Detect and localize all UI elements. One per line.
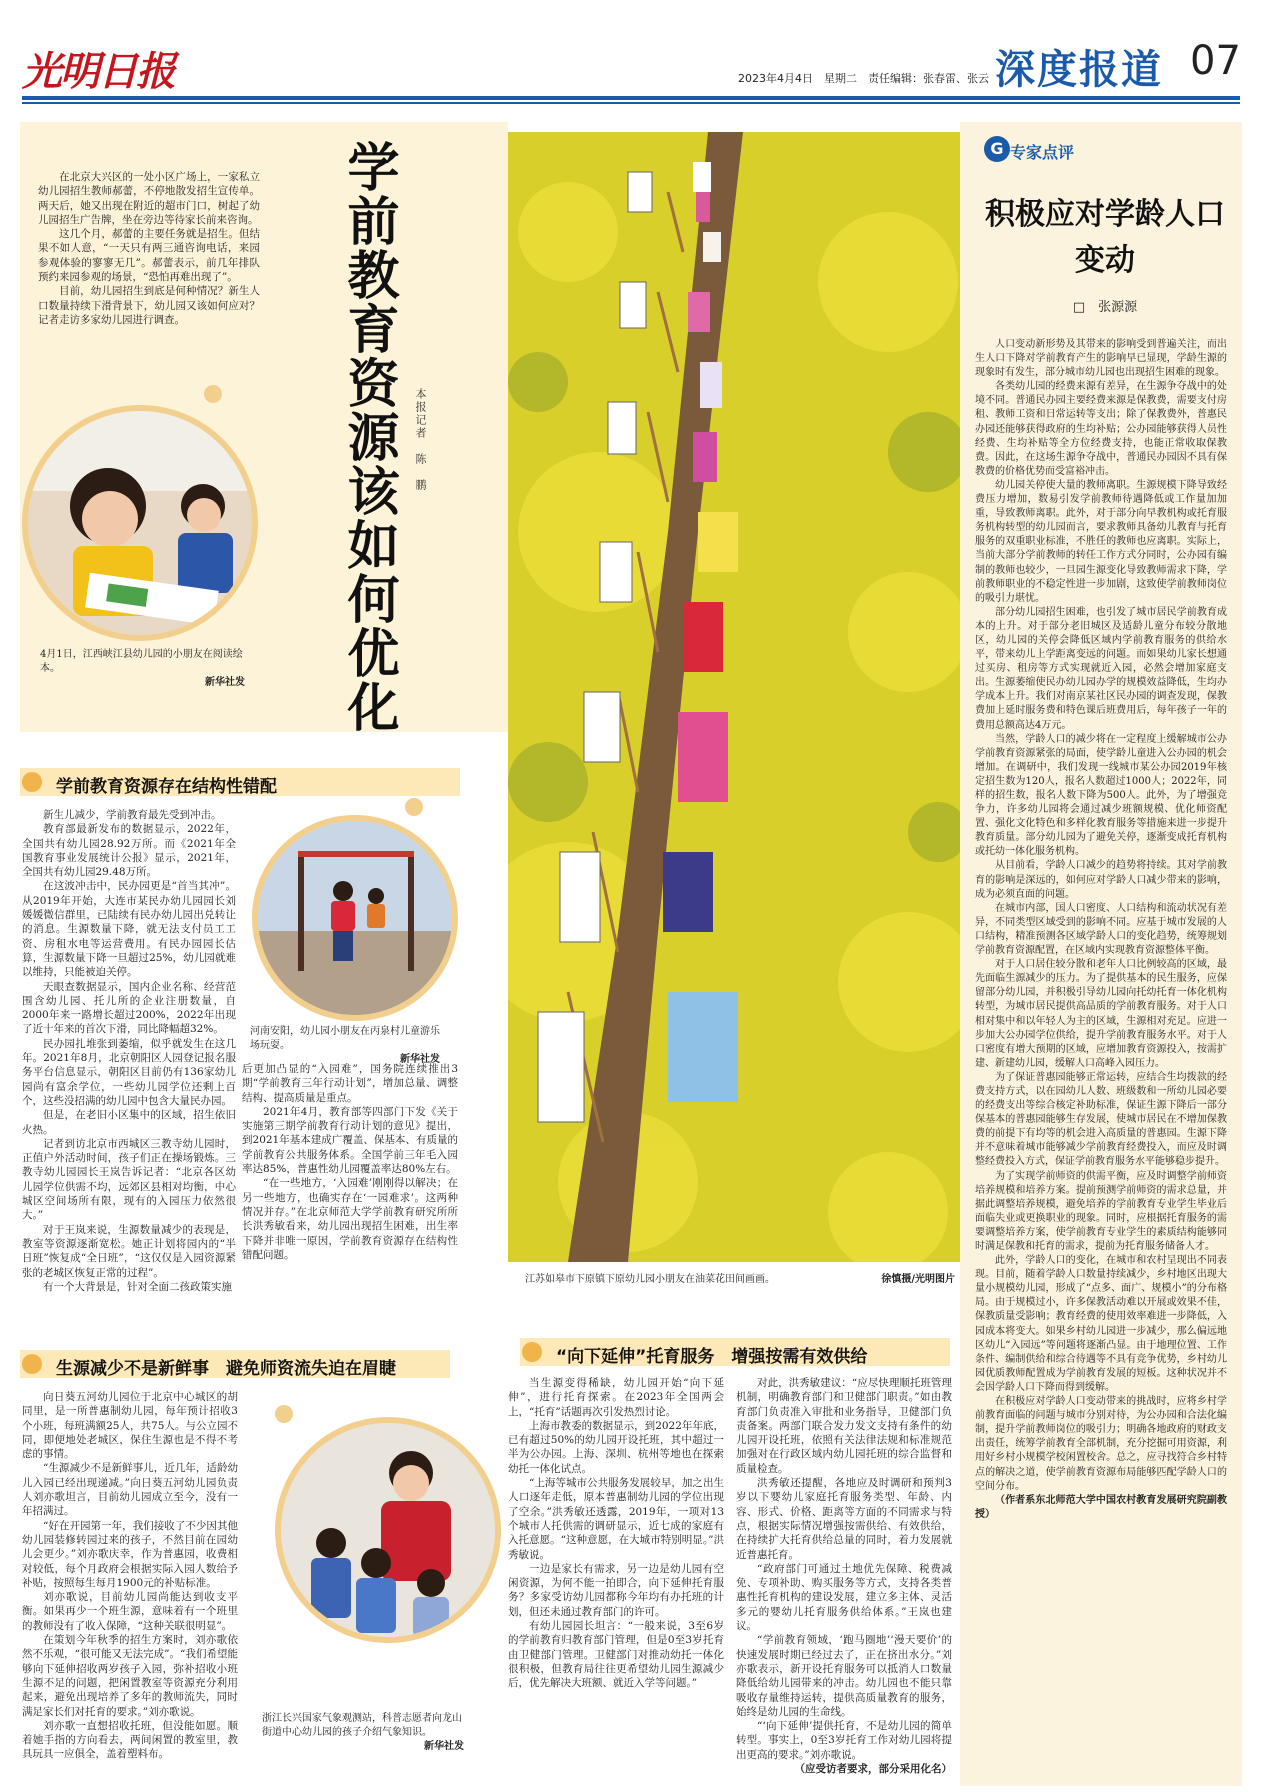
- paragraph: 各类幼儿园的经费来源有差异，在生源争夺战中的处境不同。普通民办园主要经费来源是保教费，需要支付房租、教师工资和日常运转等支出；除了保教费外，普惠民办园还能够获得政府的生均补贴；公办园能够获得人员性经费、生均补贴等全方位经费支持，也能正常收取保教费。因此，在这场生源争夺战中，普通民办园因不具有保教费的价格优势而受富裕冲击。: [975, 381, 1227, 477]
- section-bullet-icon: [22, 772, 42, 792]
- photo-rapeseed-field-painting-image: [508, 132, 960, 1262]
- paragraph: 在这波冲击中，民办园更是“首当其冲”。从2019年开始，大连市某民办幼儿园园长刘媛媛微信群里，已陆续有民办幼儿园出兑转让的消息。生源数量下降，就无法支付员工工资、房租水电等运营费用。有民办园园长估算，生源数量下降一旦超过25%，幼儿园就难以维持，只能被迫关停。: [22, 880, 236, 979]
- header-rule: [22, 96, 1240, 100]
- section-header-teacher-loss: [20, 1350, 450, 1378]
- section1-column-left: [22, 808, 236, 1294]
- paragraph: 部分幼儿园招生困难，也引发了城市居民学前教育成本的上升。对于部分老旧城区及适龄儿童分布较分散地区，幼儿园的关停会降低区域内学前教育服务的供给水平，带来幼儿上学距离变远的问题。而如果幼儿家长想通过买房、租房等方式实现就近入园，必然会增加家庭支出。生源萎缩使民办幼儿园办学的规模效益降低，生均办学成本上升。我们对南京某社区民办园的调查发现，保教费加上延时服务费和特色课后班费用后，每年孩子一年的费用总额高达4万元。: [975, 606, 1227, 731]
- photo3-caption: [262, 1712, 464, 1754]
- paragraph: 在积极应对学龄人口变动带来的挑战时，应将乡村学前教育面临的问题与城市分别对待，为公办园和合法化编制，提升学前教师岗位的吸引力；明确各地政府的财政支出责任，统筹学前教育全部机制，充分挖掘可用资源，利用好乡村小规模学校闲置校舍。总之，应寻找符合乡村特点的解决之道，使学前教育资源布局能够匹配学龄人口的空间分布。: [975, 1396, 1227, 1492]
- paragraph: “学前教育领域，‘跑马圈地’‘漫天要价’的快速发展时期已经过去了，正在挤出水分。”刘亦歌表示，新开设托育服务可以抵消人口数量降低给幼儿园带来的冲击。幼儿园也不能只靠吸收存量维持运转，提供高质量教育的服务，始终是幼儿园的生命线。: [736, 1634, 952, 1718]
- photo2-caption: [250, 1025, 440, 1067]
- photo-rapeseed-field-painting: [508, 132, 960, 1262]
- section-header-childcare-extension: [520, 1338, 950, 1366]
- photo-ring-dot: [275, 1405, 293, 1423]
- paragraph: “生源减少不是新鲜事儿，近几年，适龄幼儿入园已经出现递减。”向日葵五河幼儿园负责人刘亦歌坦言，目前幼儿园成立至今，没有一年招满过。: [22, 1462, 238, 1518]
- paragraph: 为了保证普惠园能够正常运转，应结合生均拨款的经费支持方式，以在园幼儿人数、班级数和一所幼儿园必要的经费支出等综合核定补助标准，保证生源下降后一部分保基本的普惠园能够生存发展，使城市居民在不增加保教费的前提下有均等的机会进入高质量的普惠园。生源下降并不意味着城市能够减少学前教育经费投入，而应及时调整经费投入方式，保证学前教育服务水平能够稳步提升。: [975, 1071, 1227, 1168]
- caption-credit: 徐慎摄/光明图片: [881, 1274, 955, 1285]
- dateline: 2023年4月4日 星期二 责任编辑：张春雷、张云: [738, 72, 989, 85]
- paragraph: 对于人口居住较分散和老年人口比例较高的区域，最先面临生源减少的压力。为了提供基本的民生服务，应保留部分幼儿园，并积极引导幼儿园向托幼托育一体化机构转型，为城市居民提供高品质的学前教育服务。对于人口相对集中和以年轻人为主的区域，生源相对充足。应进一步加大公办园学位供给，提升学前教育服务水平。对于人口密度有增大预期的区域，应增加教育资源投入，按需扩建、新建幼儿园，缓解人口高峰入园压力。: [975, 959, 1227, 1069]
- paragraph: 在城市内部，国人口密度、人口结构和流动状况有差异，不同类型区域受到的影响不同。应基于城市发展的人口结构，精准预测各区域学龄人口的变化趋势，统筹规划学前教育资源配置，在区域内实现教育资源整体平衡。: [975, 902, 1227, 957]
- paragraph: 刘亦歌说，目前幼儿园尚能达到收支平衡。如果再少一个班生源，意味着有一个班里的教师没有了收入保障，“这种关联很明显”。: [22, 1591, 238, 1632]
- section-bullet-icon: [22, 1354, 42, 1374]
- caption-text: 河南安阳，幼儿园小朋友在丙泉村儿童游乐场玩耍。: [250, 1026, 440, 1051]
- paragraph: 新生儿减少，学前教育最先受到冲击。: [43, 809, 222, 821]
- paragraph: 为了实现学前师资的供需平衡，应及时调整学前师资培养规模和培养方案。提前预测学前师资的需求总量，并据此调整培养规模，避免培养的学前教育专业学生毕业后面临失业或更换职业的现象。同时，应根据托育服务的需要调整培养方案，使学前教育专业学生的素质结构能够同时满足保教和托育的需求，提前为托育服务储备人才。: [975, 1170, 1227, 1252]
- caption-text: 江苏如皋市下原镇下原幼儿园小朋友在油菜花田间画画。: [525, 1274, 775, 1285]
- photo-children-reading: [22, 405, 258, 641]
- expert-author: □ 张源源: [1072, 300, 1138, 315]
- paragraph: 此外，学龄人口的变化，在城市和农村呈现出不同表现。目前，随着学龄人口数量持续减少，乡村地区出现大量小规模幼儿园，形成了“点多、面广、规模小”的分布格局。由于规模过小，许多保教活动难以开展或效果不佳，保教质量受影响；教育经费的使用效率难进一步降低，入园成本将变大。如果乡村幼儿园进一步减少，那么偏远地区幼儿“入园远”等问题将逐渐凸显。由于地理位置、工作条件、编制供给和综合待遇等不具有竞争优势，乡村幼儿园优质教师配置成为学前教育发展的短板。这种状况并不会因学龄人口下降而得到缓解。: [975, 1255, 1227, 1393]
- caption-credit: 新华社发: [205, 677, 245, 688]
- expert-title: 积极应对学龄人口变动: [985, 197, 1225, 278]
- lead-paragraph: 目前，幼儿园招生到底是何种情况？新生人口数量持续下滑背景下，幼儿园又该如何应对？记者走访多家幼儿园进行调查。: [38, 285, 260, 326]
- section2-column: [22, 1390, 238, 1762]
- center-photo-caption: [525, 1270, 955, 1285]
- note: （应受访者要求，部分采用化名）: [794, 1763, 952, 1776]
- section-header-structural-mismatch: [20, 768, 460, 796]
- section-title: 学前教育资源存在结构性错配: [56, 777, 277, 797]
- photo-children-playground: [252, 815, 458, 1021]
- paragraph: 一边是家长有需求，另一边是幼儿园有空闲资源，为何不能一拍即合，向下延伸托育服务？多家受访幼儿园都称今年均有办托班的计划，但还未通过教育部门的许可。: [508, 1562, 724, 1618]
- expert-badge-icon: G: [984, 136, 1010, 162]
- author-note: （作者系东北师范大学中国农村教育发展研究院副教授）: [975, 1494, 1227, 1520]
- paragraph: 当生源变得稀缺，幼儿园开始“向下延伸”，进行托育探索。在2023年全国两会上，“托育”话题再次引发热烈讨论。: [508, 1377, 724, 1418]
- paragraph: 向日葵五河幼儿园位于北京中心城区的胡同里，是一所普惠制幼儿园，每年预计招收3个小班，每班满额25人，共75人。与公立园不同，即便地处老城区，保住生源也是不得不考虑的事情。: [22, 1391, 238, 1461]
- paragraph: “好在开园第一年，我们接收了不少因其他幼儿园装修转园过来的孩子，不然目前在园幼儿会更少。”刘亦歌庆幸，作为普惠园，收费相对较低，每个月政府会根据实际入园人数给予补贴，按照每生每月1900元的补贴标准。: [22, 1519, 238, 1589]
- caption-text: 浙江长兴国家气象观测站，科普志愿者向龙山街道中心幼儿园的孩子介绍气象知识。: [262, 1713, 462, 1738]
- paragraph: “上海等城市公共服务发展较早，加之出生人口逐年走低，原本普惠制幼儿园的学位出现了空余。”洪秀敏还透露，2019年，一项对13个城市人托供需的调研显示，近七成的家庭有入托意愿。“这种意愿，在大城市特别明显。”洪秀敏说。: [508, 1477, 724, 1561]
- paragraph: 对于王岚来说，生源数量减少的表现是，教室等资源逐渐宽松。她正计划将园内的“半日班”恢复成“全日班”，“这仅仅是入园资源紧张的老城区恢复正常的过程”。: [22, 1223, 236, 1279]
- section3-column-left: [508, 1376, 724, 1691]
- photo-children-playground-image: [258, 821, 452, 1015]
- paragraph: 当然，学龄人口的减少将在一定程度上缓解城市公办学前教育资源紧张的局面，使学龄儿童进入公办园的机会增加。在调研中，我们发现一线城市某公办园2019年核定招生数为120人，报名人数超过1000人；2022年，同样的招生数，报名人数下降为500人。此外，为了增强竞争力，许多幼儿园将会通过减少班额规模、优化师资配置、强化文化特色和多样化教育服务等措施来进一步提升教育质量。部分幼儿园为了避免关停，逐渐变成托育机构或托幼一体化服务机构。: [975, 733, 1227, 858]
- section-bullet-icon: [522, 1342, 542, 1362]
- paragraph: 幼儿园关停使大量的教师离职。生源规模下降导致经费压力增加，数易引发学前教师待遇降低或工作量加加重，导致教师离职。此外，对于部分向早教机构或托育服务机构转型的幼儿园而言，要求教师具备幼儿教育与托育服务的双重职业标准，不胜任的教师也应离职。实际上，当前大部分学前教师的转任工作方式分同时，公办园有编制的教师也较少，一旦园生源变化导致教师需求下降，学前教师职业的不稳定性进一步加剧，这致使学前教师岗位的吸引力堪忧。: [975, 479, 1227, 604]
- paragraph: “政府部门可通过土地优先保障、税费减免、专项补助、购买服务等方式，支持各类普惠性托育机构的建设发展，建立多主体、灵活多元的婴幼儿托育服务供给体系。”王岚也建议。: [736, 1562, 952, 1633]
- photo-children-reading-image: [28, 411, 252, 635]
- paragraph: 上海市教委的数据显示，到2022年年底，已有超过50%的幼儿园开设托班，其中超过一半为公办园。上海、深圳、杭州等地也在探索幼托一体化试点。: [508, 1419, 724, 1475]
- paragraph: 刘亦歌一直想招收托班，但没能如愿。顺着她手指的方向看去，两间闲置的教室里，教具玩具一应俱全，盖着塑料布。: [22, 1719, 238, 1761]
- paragraph: 天眼查数据显示，国内企业名称、经营范围含幼儿园、托儿所的企业注册数量，自2000年来一路增长超过200%，2022年出现了近十年来的首次下滑，同比降幅超32%。: [22, 980, 236, 1036]
- paragraph: 人口变动新形势及其带来的影响受到普遍关注，而出生人口下降对学前教育产生的影响早已显现，学龄生源的现象时有发生，部分城市幼儿园也出现招生困难的现象。: [975, 339, 1227, 379]
- section-title: “向下延伸”托育服务 增强按需有效供给: [556, 1347, 868, 1367]
- paragraph: “在一些地方，‘入园难’刚刚得以解决；在另一些地方，也确实存在‘一园难求’。这两种情况并存。”在北京师范大学学前教育研究所所长洪秀敏看来，幼儿园出现招生困难，出生率下降并非唯一原因，学前教育资源存在结构性错配问题。: [242, 1177, 458, 1261]
- lead-text: [38, 170, 260, 327]
- section1-column-right: [242, 1062, 458, 1262]
- newspaper-logo: 光明日报: [22, 48, 174, 95]
- caption-text: 4月1日，江西峡江县幼儿园的小朋友在阅读绘本。: [40, 649, 243, 674]
- lead-paragraph: 这几个月，郝蕾的主要任务就是招生。但结果不如人意，“一天只有两三通咨询电话，来园参观体验的寥寥无几”。郝蕾表示，前几年排队预约来园参观的场景，“恐怕再难出现了”。: [38, 228, 260, 284]
- paragraph: 2021年4月，教育部等四部门下发《关于实施第三期学前教育行动计划的意见》提出，到2021年基本建成广覆盖、保基本、有质量的学前教育公共服务体系。全国学前三年毛入园率达85%，普惠性幼儿园覆盖率达80%左右。: [242, 1105, 458, 1176]
- paragraph: 在策划今年秋季的招生方案时，刘亦歌依然不乐观，“很可能又无法完成”。“我们希望能够向下延伸招收两岁孩子入园，弥补招收小班生源不足的问题，把闲置教室等资源充分利用起来，避免出现培养了多年的教师流失，同时满足家长们对托育的要求。”刘亦歌说。: [22, 1634, 238, 1718]
- photo-ring-dot: [204, 385, 222, 403]
- page-number: 07: [1190, 38, 1241, 84]
- header-rule-thin: [22, 102, 1240, 104]
- paragraph: “‘向下延伸’提供托育，不是幼儿园的简单转型。事实上，0至3岁托育工作对幼儿园将提出更高的要求。”刘亦歌说。: [736, 1720, 952, 1761]
- paragraph: 记者到访北京市西城区三教寺幼儿园时，正值户外活动时间，孩子们正在操场锻炼。三教寺幼儿园园长王岚告诉记者：“北京各区幼儿园学位供需不均，远郊区县相对均衡，中心城区空间场所有限，现有的入园压力依然很大。”: [22, 1137, 236, 1222]
- caption-credit: 新华社发: [424, 1741, 464, 1752]
- photo-ring-dot: [405, 798, 423, 816]
- paragraph: 洪秀敏还提醒，各地应及时调研和预判3岁以下婴幼儿家庭托育服务类型、年龄、内容、形式、价格、距离等方面的不同需求与特点，根据实际情况增强按需供给、有效供给，在持续扩大托育供给总量的同时，着力发展就近普惠托育。: [736, 1477, 952, 1561]
- paragraph: 有一个大背景是，针对全面二孩政策实施: [43, 1280, 232, 1293]
- paragraph: 后更加凸显的“入园难”，国务院连续推出3期“学前教育三年行动计划”，增加总量、调整结构、提高质量是重点。: [242, 1063, 458, 1104]
- paragraph: 对此，洪秀敏建议：“应尽快理顺托班管理机制，明确教育部门和卫健部门职责。”如由教育部门负责准入审批和业务指导，卫健部门负责备案。两部门联合发力发文支持有条件的幼儿园开设托班，依照有关法律法规和标准规范加强对在行政区域内幼儿园托班的综合监督和质量检查。: [736, 1377, 952, 1475]
- photo-weather-science: [275, 1417, 501, 1643]
- photo1-caption: [40, 648, 245, 690]
- paragraph: 教育部最新发布的数据显示，2022年，全国共有幼儿园28.92万所。而《2021年全国教育事业发展统计公报》显示，2021年，全国共有幼儿园29.48万所。: [22, 823, 236, 879]
- headline: 学前教育资源该如何优化: [338, 140, 399, 734]
- byline: 本报记者 陈 鹏: [414, 388, 427, 492]
- lead-paragraph: 在北京大兴区的一处小区广场上，一家私立幼儿园招生教师郝蕾，不停地散发招生宣传单。两天后，她又出现在附近的超市门口，树起了幼儿园招生广告牌，坐在旁边等待家长前来咨询。: [38, 171, 260, 226]
- photo-weather-science-image: [281, 1423, 495, 1637]
- caption-credit: 新华社发: [400, 1054, 440, 1065]
- expert-tag: 专家点评: [1010, 143, 1075, 162]
- expert-text: [975, 338, 1227, 1522]
- paragraph: 从目前看，学龄人口减少的趋势将持续。其对学前教育的影响是深远的，如何应对学龄人口减少带来的影响，成为必须直面的问题。: [975, 860, 1227, 900]
- section-name: 深度报道: [995, 46, 1163, 93]
- paragraph: 民办园扎堆张到萎缩，似乎就发生在这几年。2021年8月，北京朝阳区人园登记报名服务平台信息显示，朝阳区目前仍有136家幼儿园尚有富余学位，一些幼儿园学位还剩上百个，这些没招满的幼儿园中包含大量民办园。: [22, 1037, 236, 1107]
- section-title: 生源减少不是新鲜事 避免师资流失迫在眉睫: [56, 1359, 396, 1379]
- paragraph: 有幼儿园园长坦言：“一般来说，3至6岁的学前教育归教育部门管理，但是0至3岁托育由卫健部门管理。卫健部门对推动幼托一体化很积极，但教育局往往更希望幼儿园生源减少后，优先解决大班额、就近入学等问题。”: [508, 1620, 724, 1690]
- section3-column-right: [736, 1376, 952, 1776]
- paragraph: 但是，在老旧小区集中的区域，招生依旧火热。: [22, 1109, 236, 1136]
